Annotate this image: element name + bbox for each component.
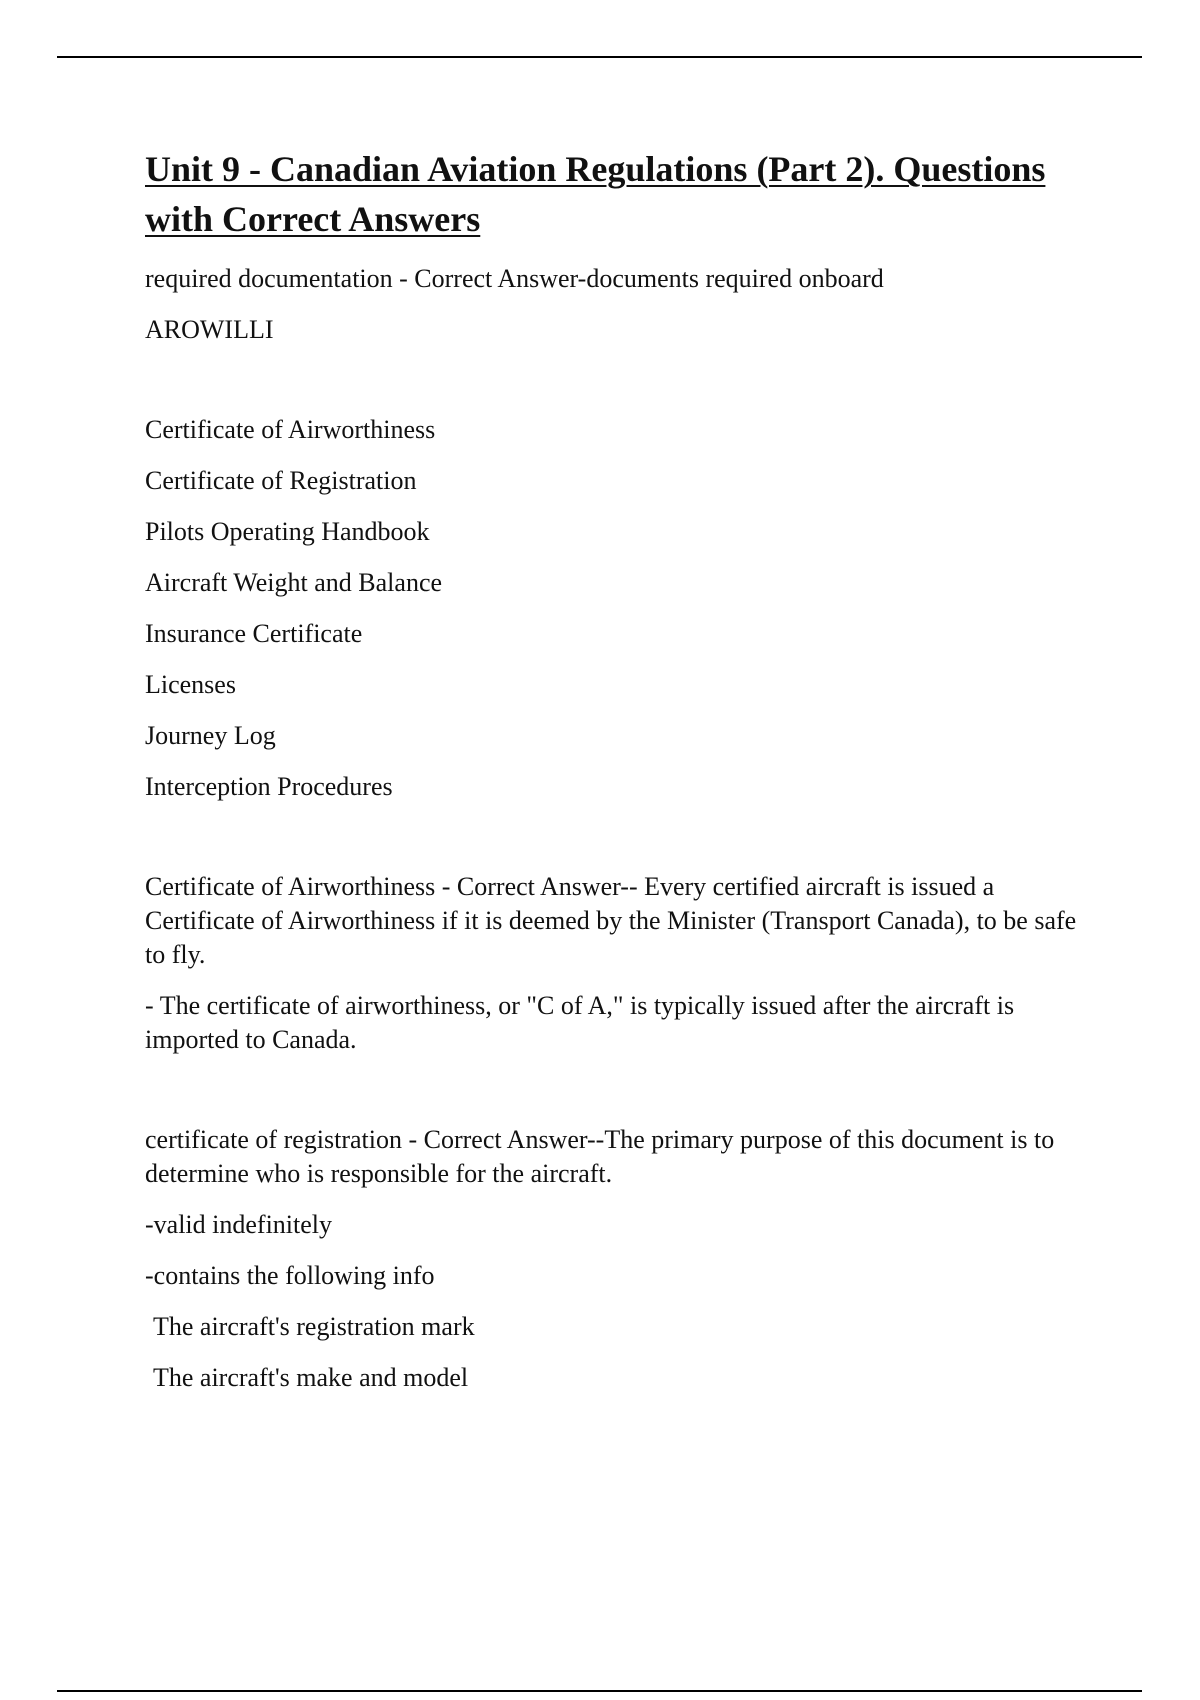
spacer xyxy=(145,821,1085,870)
top-rule xyxy=(57,56,1142,58)
documents-list xyxy=(145,413,1085,804)
list-item: Licenses xyxy=(145,670,236,699)
registration-valid: -valid indefinitely xyxy=(145,1210,333,1239)
list-item: Pilots Operating Handbook xyxy=(145,517,430,546)
airworthiness-note: - The certificate of airworthiness, or "C of A," is typically issued after the aircraft is imported to Canada. xyxy=(145,991,1015,1054)
document-body xyxy=(145,144,1085,1412)
registration-paragraph: certificate of registration - Correct Answer--The primary purpose of this document is to determine who is responsible for the aircraft. xyxy=(145,1125,1055,1188)
spacer xyxy=(145,364,1085,413)
intro-acronym: AROWILLI xyxy=(145,315,274,344)
intro-line: required documentation - Correct Answer-documents required onboard xyxy=(145,264,884,293)
list-item: Certificate of Registration xyxy=(145,466,417,495)
document-title: Unit 9 - Canadian Aviation Regulations (Part 2). Questions with Correct Answers xyxy=(145,149,1046,239)
registration-contains: -contains the following info xyxy=(145,1261,435,1290)
registration-item: The aircraft's make and model xyxy=(153,1363,469,1392)
list-item: Journey Log xyxy=(145,721,276,750)
list-item: Insurance Certificate xyxy=(145,619,363,648)
bottom-rule xyxy=(57,1690,1142,1692)
spacer xyxy=(145,1074,1085,1123)
list-item: Aircraft Weight and Balance xyxy=(145,568,443,597)
registration-item: The aircraft's registration mark xyxy=(153,1312,475,1341)
list-item: Interception Procedures xyxy=(145,772,393,801)
airworthiness-paragraph: Certificate of Airworthiness - Correct Answer-- Every certified aircraft is issued a Certificate of Airworthiness if it is deemed by the Minister (Transport Canada), to be safe to fly. xyxy=(145,872,1077,969)
list-item: Certificate of Airworthiness xyxy=(145,415,436,444)
